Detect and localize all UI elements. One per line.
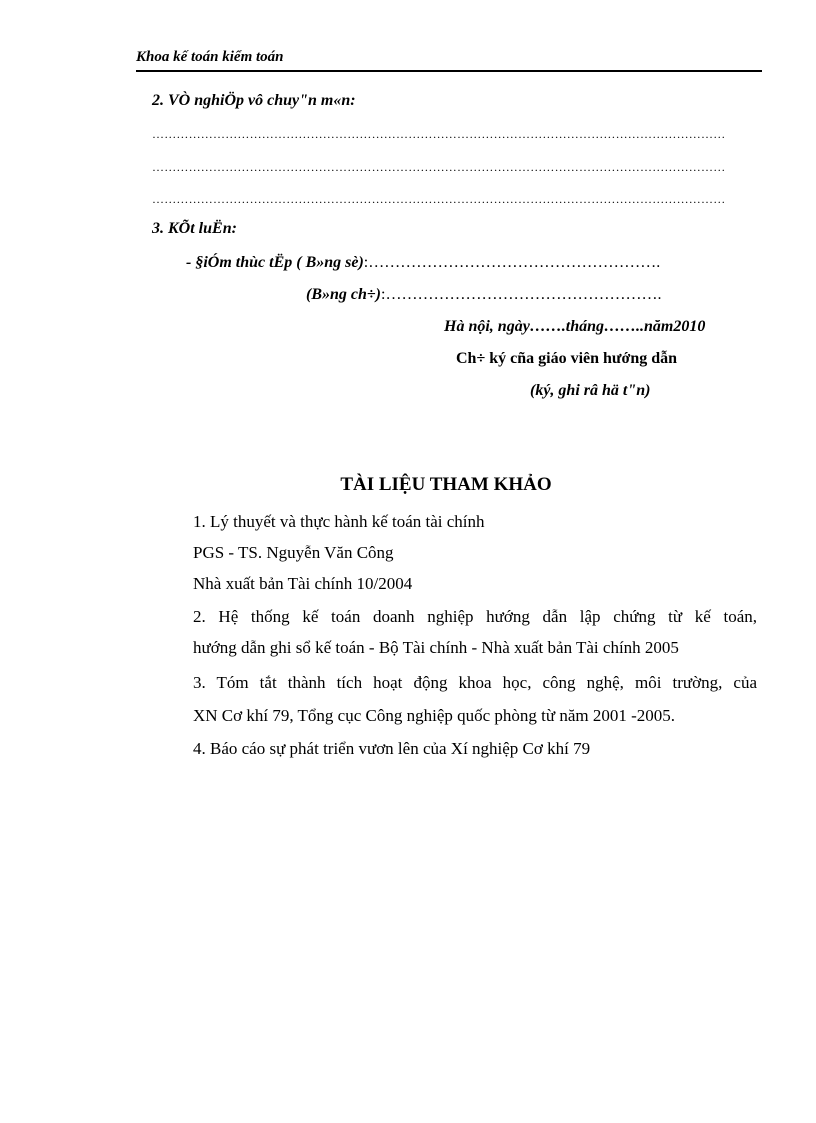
header-divider bbox=[136, 70, 762, 72]
reference-line-3: Nhà xuất bản Tài chính 10/2004 bbox=[193, 574, 413, 593]
score-word-label: (B»ng ch÷) bbox=[306, 286, 382, 303]
reference-line-4: 2. Hệ thống kế toán doanh nghiệp hướng dẫn lập chứng từ kế toán, bbox=[193, 607, 757, 626]
dotted-line-3: …………………………………………………………………………………………………………………………… bbox=[152, 192, 726, 206]
date-line: Hà nội, ngày…….tháng……..năm2010 bbox=[444, 318, 706, 335]
signature-title: Ch÷ ký cña giáo viên hướng dẫn bbox=[456, 350, 678, 367]
page-header: Khoa kế toán kiểm toán bbox=[136, 49, 284, 65]
dotted-line-2: …………………………………………………………………………………………………………………………… bbox=[152, 160, 726, 174]
reference-line-5: hướng dẫn ghi sổ kế toán - Bộ Tài chính - Nhà xuất bản Tài chính 2005 bbox=[193, 638, 679, 657]
reference-line-8: 4. Báo cáo sự phát triển vươn lên của Xí nghiệp Cơ khí 79 bbox=[193, 739, 591, 758]
reference-line-6: 3. Tóm tắt thành tích hoạt động khoa học, công nghệ, môi trường, của bbox=[193, 673, 757, 692]
references-title: TÀI LIỆU THAM KHẢO bbox=[340, 474, 552, 495]
score-word-fill: :……………………………………………. bbox=[381, 286, 662, 303]
reference-line-1: 1. Lý thuyết và thực hành kế toán tài chính bbox=[193, 512, 485, 531]
score-number-row bbox=[186, 254, 660, 272]
reference-line-7: XN Cơ khí 79, Tổng cục Công nghiệp quốc phòng từ năm 2001 -2005. bbox=[193, 706, 676, 725]
score-number-label: - §iÓm thùc tËp ( B»ng sè) bbox=[186, 254, 364, 271]
reference-line-2: PGS - TS. Nguyễn Văn Công bbox=[193, 543, 394, 562]
signature-note: (ký, ghi râ hä t"n) bbox=[530, 382, 651, 399]
section-3-heading: 3. KÕt luËn: bbox=[152, 220, 237, 237]
score-word-row bbox=[306, 286, 661, 304]
score-number-fill: :………………………………………………. bbox=[363, 254, 661, 271]
dotted-line-1: …………………………………………………………………………………………………………………………… bbox=[152, 127, 726, 141]
section-2-heading: 2. VÒ nghiÖp vô chuy"n m«n: bbox=[152, 92, 356, 109]
